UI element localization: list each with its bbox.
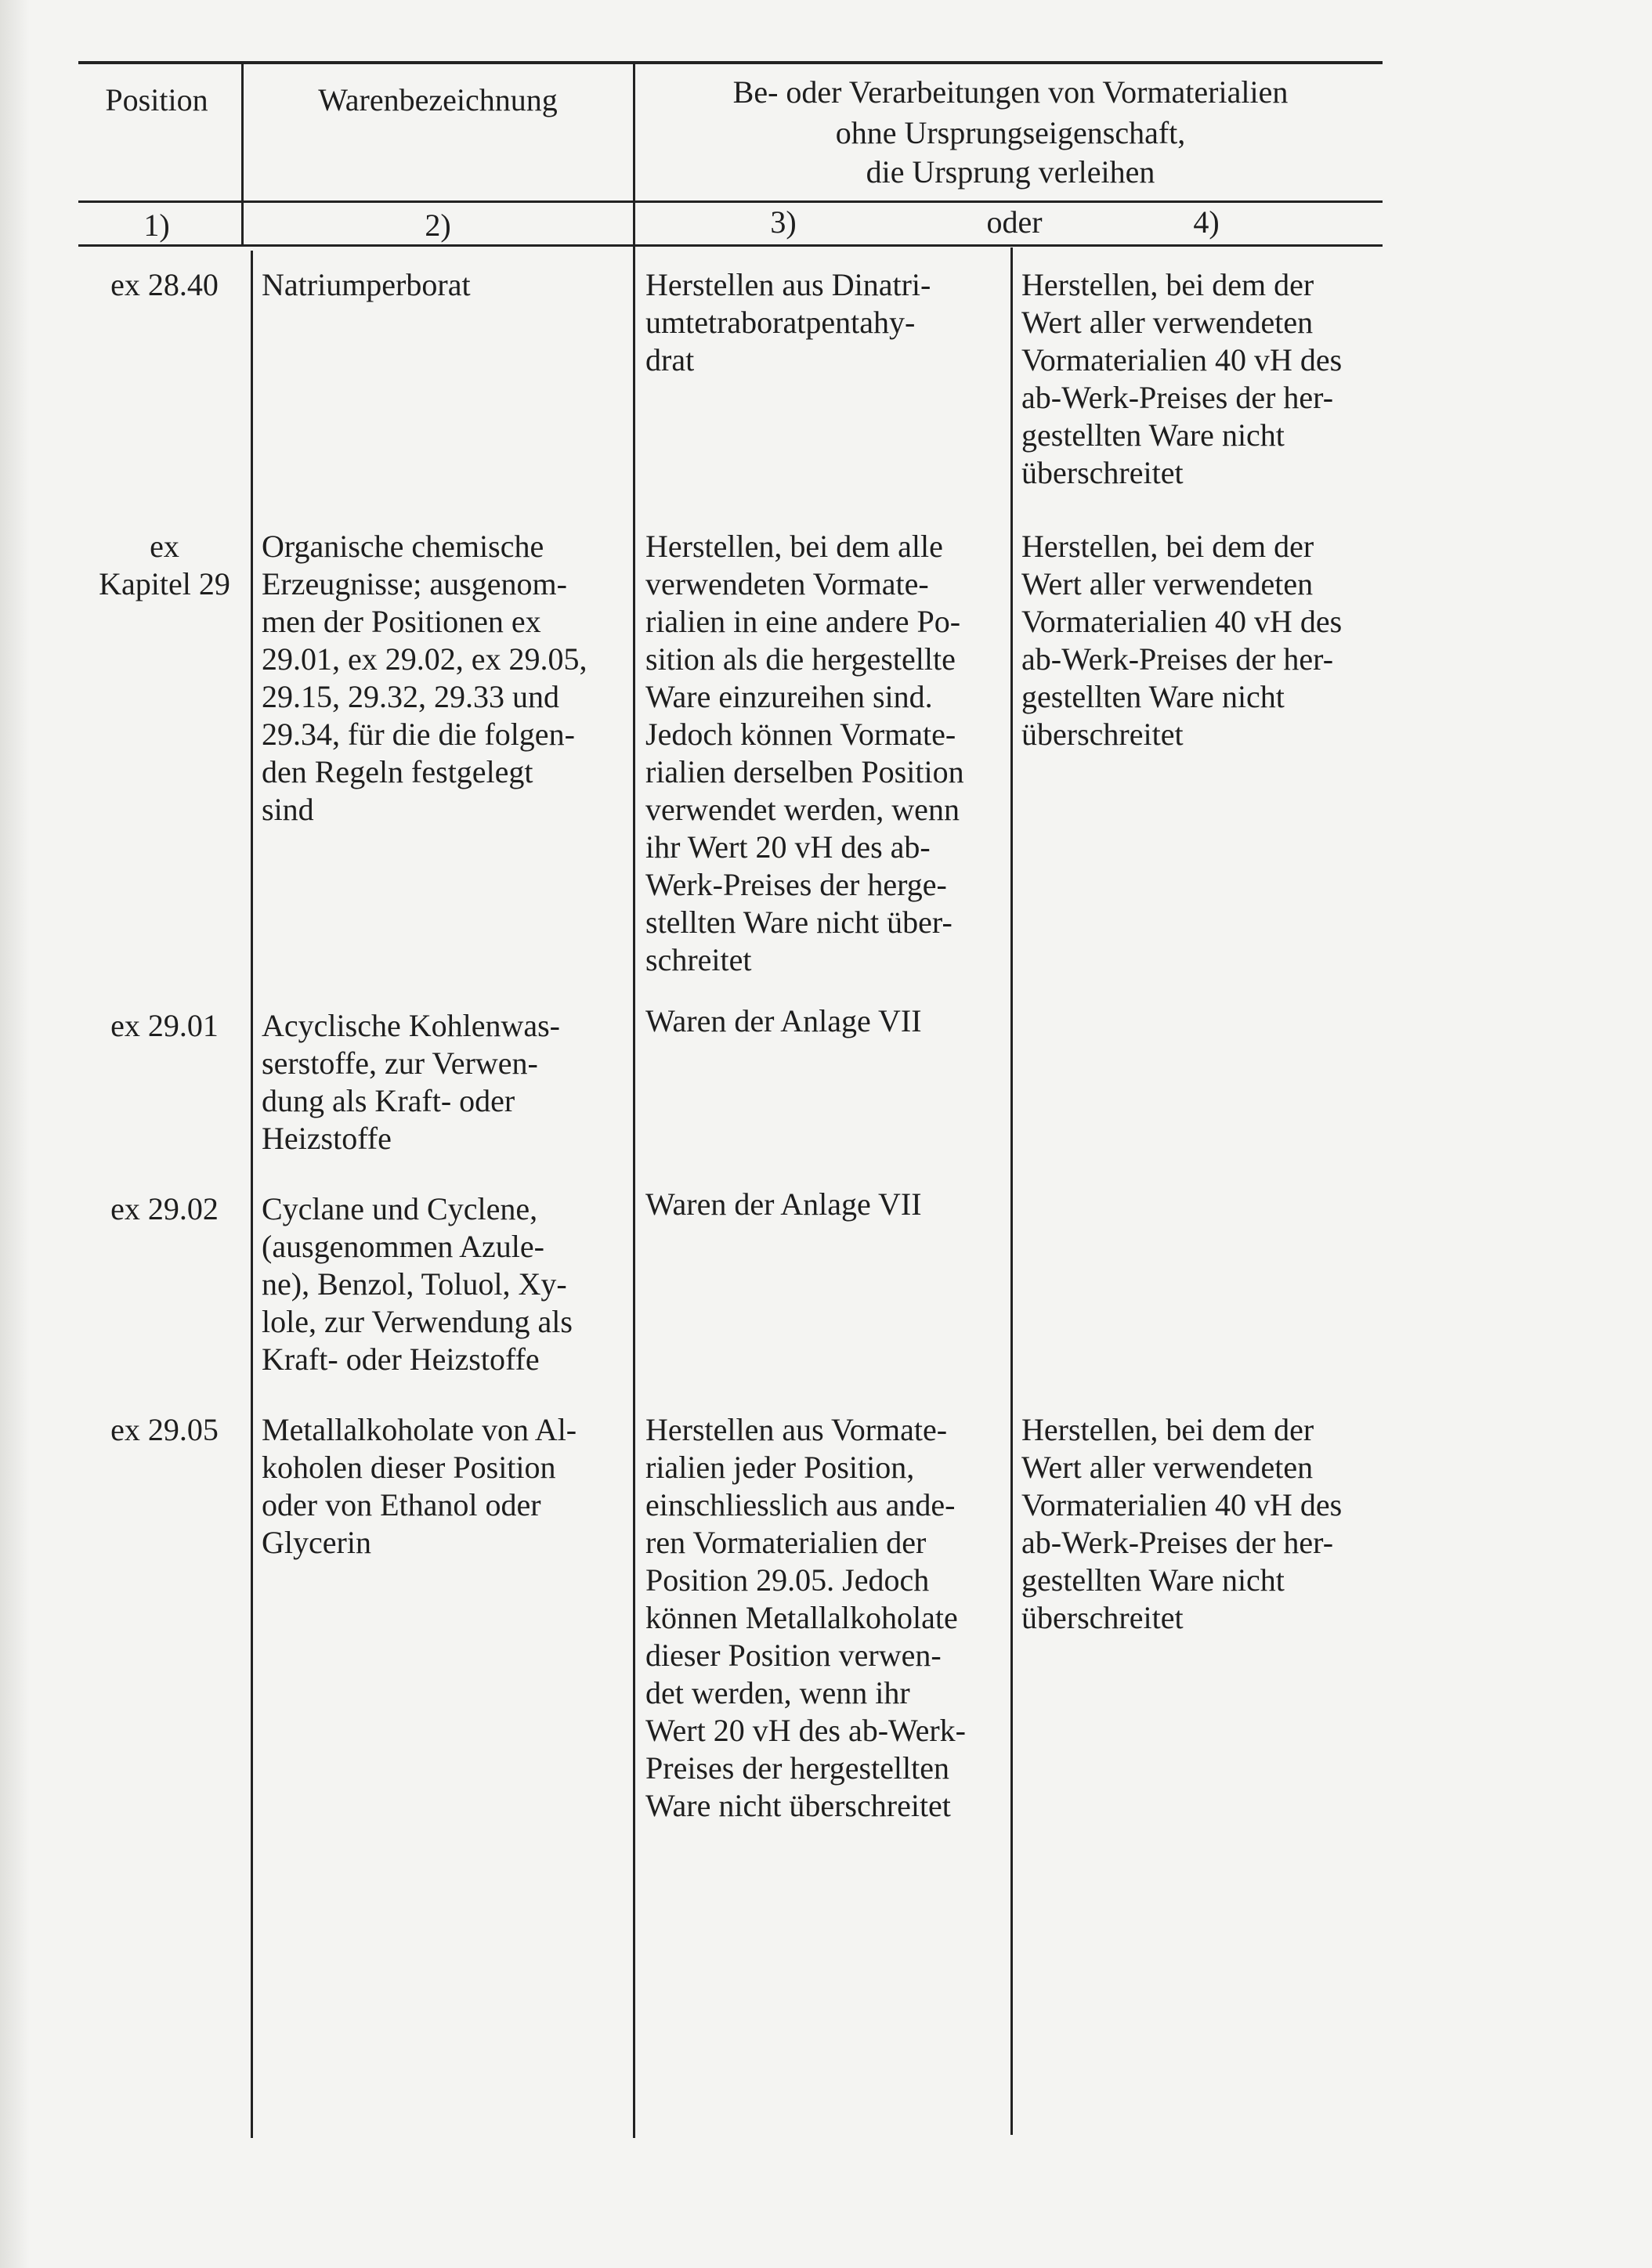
header-processing-line1: Be- oder Verarbeitungen von Vormaterialien (732, 74, 1289, 110)
row-5-rule-3: Herstellen aus Vormate- rialien jeder Position, einschliesslich aus ande- ren Vormaterialien der Position 29.05. Jedoch können Metallalkoholate dieser Position verwen- det werden, wenn ihr Wert 20 vH des ab-Werk- Preises der hergestellten Ware nicht überschreitet (645, 1412, 966, 1823)
row-3-position: ex 29.01 (110, 1008, 219, 1043)
column-divider-3 (1010, 247, 1013, 2135)
row-5-rule-4: Herstellen, bei dem der Wert aller verwendeten Vormaterialien 40 vH des ab-Werk-Preises der her- gestellten Ware nicht überschreitet (1021, 1412, 1343, 1635)
row-4-position: ex 29.02 (110, 1191, 219, 1226)
header-num-3: 3) (770, 204, 797, 240)
table-top-rule (78, 61, 1383, 64)
header-position: Position (105, 82, 208, 117)
row-1-position: ex 28.40 (110, 267, 219, 302)
row-1-rule-3: Herstellen aus Dinatri- umtetraboratpentahy- drat (645, 267, 931, 377)
scan-edge-shadow (0, 0, 30, 2268)
header-num-1: 1) (143, 208, 170, 243)
row-4-rule-3: Waren der Anlage VII (645, 1186, 922, 1222)
row-2-description: Organische chemische Erzeugnisse; ausgenom- men der Positionen ex 29.01, ex 29.02, ex 29.05, 29.15, 29.32, 29.33 und 29.34, für die die folgen- den Regeln festgelegt sind (262, 529, 587, 827)
row-5-description: Metallalkoholate von Al- koholen dieser Position oder von Ethanol oder Glycerin (262, 1412, 577, 1560)
header-processing-line2: ohne Ursprungseigenschaft, (835, 115, 1186, 150)
header-rule-upper (78, 200, 1383, 203)
header-num-or: oder (986, 204, 1043, 240)
row-4-description: Cyclane und Cyclene, (ausgenommen Azule- ne), Benzol, Toluol, Xy- lole, zur Verwendung als Kraft- oder Heizstoffe (262, 1191, 573, 1377)
header-num-2: 2) (425, 208, 451, 243)
header-num-4: 4) (1193, 204, 1220, 240)
header-description: Warenbezeichnung (318, 82, 558, 117)
row-2-rule-4: Herstellen, bei dem der Wert aller verwendeten Vormaterialien 40 vH des ab-Werk-Preises der her- gestellten Ware nicht überschreitet (1021, 529, 1343, 752)
column-divider-1 (241, 63, 244, 244)
row-1-description: Natriumperborat (262, 267, 471, 302)
row-3-rule-3: Waren der Anlage VII (645, 1003, 922, 1038)
row-1-rule-4: Herstellen, bei dem der Wert aller verwendeten Vormaterialien 40 vH des ab-Werk-Preises der her- gestellten Ware nicht überschreitet (1021, 267, 1343, 490)
row-2-rule-3: Herstellen, bei dem alle verwendeten Vormate- rialien in eine andere Po- sition als die hergestellte Ware einzureihen sind. Jedoch können Vormate- rialien derselben Position verwendet werden, wenn ihr Wert 20 vH des ab- Werk-Preises der herge- stellten Ware nicht über- schreitet (645, 529, 964, 977)
header-processing-line3: die Ursprung verleihen (866, 154, 1155, 190)
header-rule-lower (78, 244, 1383, 247)
row-5-position: ex 29.05 (110, 1412, 219, 1447)
row-3-description: Acyclische Kohlenwas- serstoffe, zur Verwen- dung als Kraft- oder Heizstoffe (262, 1008, 560, 1156)
column-divider-1-body (251, 251, 253, 2138)
column-divider-2 (633, 63, 635, 2138)
row-2-position: ex Kapitel 29 (99, 529, 230, 601)
